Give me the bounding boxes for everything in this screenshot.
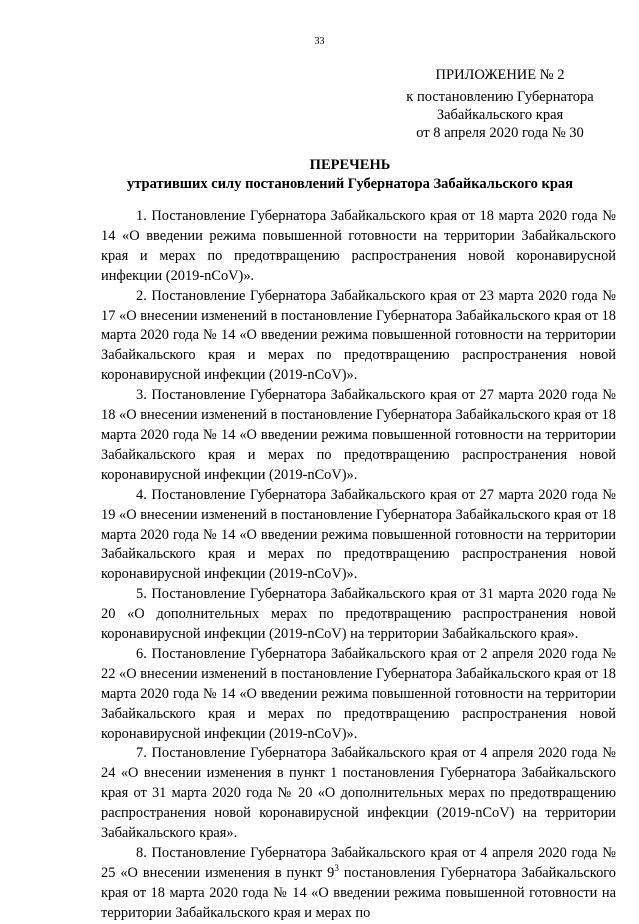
list-item-8 [101,844,616,924]
list-item-5: 5. Постановление Губернатора Забайкальского края от 31 марта 2020 года № 20 «О дополнительных мерах по предотвращению распространения новой коронавирусной инфекции (2019-nCoV) на территории Забайкальского края». [101,586,616,643]
appendix-line-2: Забайкальского края [436,107,564,123]
document-heading [60,156,639,194]
heading-subtitle: утративших силу постановлений Губернатора Забайкальского края [127,176,573,192]
appendix-block [380,66,620,142]
list-item-6: 6. Постановление Губернатора Забайкальского края от 2 апреля 2020 года № 22 «О внесении изменений в постановление Губернатора Забайкальского края от 18 марта 2020 года № 14 «О введении режима повышенной готовности на территории Забайкальского края и мерах по предотвращению распространения новой коронавирусной инфекции (2019-nCoV)». [101,645,616,742]
page-number: 33 [314,36,325,47]
body-text [101,207,616,924]
list-item-4: 4. Постановление Губернатора Забайкальского края от 27 марта 2020 года № 19 «О внесении изменений в постановление Губернатора Забайкальского края от 18 марта 2020 года № 14 «О введении режима повышенной готовности на территории Забайкальского края и мерах по предотвращению распространения новой коронавирусной инфекции (2019-nCoV)». [101,486,616,583]
appendix-title: ПРИЛОЖЕНИЕ № 2 [435,67,565,83]
appendix-line-3: от 8 апреля 2020 года № 30 [416,125,584,141]
heading-title: ПЕРЕЧЕНЬ [309,157,391,173]
list-item-7: 7. Постановление Губернатора Забайкальского края от 4 апреля 2020 года № 24 «О внесении изменения в пункт 1 постановления Губернатора Забайкальского края от 31 марта 2020 года № 20 «О дополнительных мерах по предотвращению распространения новой коронавирусной инфекции (2019-nCoV) на территории Забайкальского края». [101,745,616,842]
list-item-3: 3. Постановление Губернатора Забайкальского края от 27 марта 2020 года № 18 «О внесении изменений в постановление Губернатора Забайкальского края от 18 марта 2020 года № 14 «О введении режима повышенной готовности на территории Забайкальского края и мерах по предотвращению распространения новой коронавирусной инфекции (2019-nCoV)». [101,387,616,483]
superscript: 3 [334,863,339,874]
list-item-8-start: 8. Постановление Губернатора Забайкальского края от 4 апреля 2020 года № 25 «О внесении изменения в пункт 9 [101,845,616,881]
appendix-line-1: к постановлению Губернатора [406,89,594,105]
list-item-8-end: постановления Губернатора Забайкальского края от 18 марта 2020 года № 14 «О введении режима повышенной готовности на территории Забайкальского края и мерах по [101,864,616,921]
list-item-1: 1. Постановление Губернатора Забайкальского края от 18 марта 2020 года № 14 «О введении режима повышенной готовности на территории Забайкальского края и мерах по предотвращению распространения новой коронавирусной инфекции (2019-nCoV)». [101,208,616,284]
list-item-2: 2. Постановление Губернатора Забайкальского края от 23 марта 2020 года № 17 «О внесении изменений в постановление Губернатора Забайкальского края от 18 марта 2020 года № 14 «О введении режима повышенной готовности на территории Забайкальского края и мерах по предотвращению распространения новой коронавирусной инфекции (2019-nCoV)». [101,287,616,384]
